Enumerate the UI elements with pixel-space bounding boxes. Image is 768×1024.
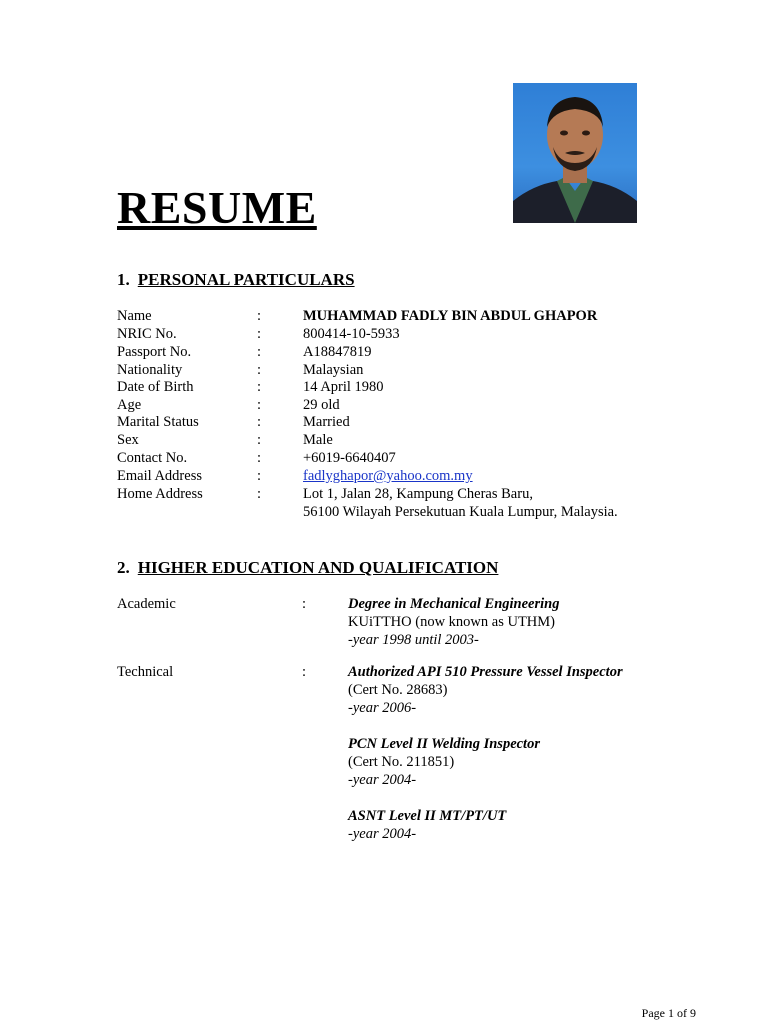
field-label: Home Address <box>117 486 203 502</box>
qualification-year: -year 2004- <box>348 772 417 788</box>
field-value: 29 old <box>303 397 340 413</box>
field-label: Date of Birth <box>117 379 194 395</box>
qualification-detail: KUiTTHO (now known as UTHM) <box>348 614 556 630</box>
qualification-year: -year 1998 until 2003- <box>348 632 479 648</box>
field-separator: : <box>257 379 262 395</box>
field-value: +6019-6640407 <box>303 450 396 466</box>
field-separator: : <box>302 664 307 680</box>
field-label: Sex <box>117 432 139 448</box>
field-value: 800414-10-5933 <box>303 326 400 342</box>
section-title: HIGHER EDUCATION AND QUALIFICATION <box>137 558 499 577</box>
field-separator: : <box>257 308 262 324</box>
field-separator: : <box>257 344 262 360</box>
section-number: 2. <box>117 558 130 577</box>
field-value: 56100 Wilayah Persekutuan Kuala Lumpur, Malaysia. <box>303 504 618 520</box>
field-separator: : <box>302 596 307 612</box>
email-link[interactable]: fadlyghapor@yahoo.com.my <box>303 468 473 484</box>
field-label: Marital Status <box>117 414 199 430</box>
field-label: Age <box>117 397 142 413</box>
field-value: Married <box>303 414 350 430</box>
qualification-detail: (Cert No. 28683) <box>348 682 448 698</box>
field-separator: : <box>257 326 262 342</box>
field-separator: : <box>257 432 262 448</box>
section-heading-education <box>117 557 498 579</box>
qualification-title: ASNT Level II MT/PT/UT <box>348 808 507 824</box>
qualification-year: -year 2006- <box>348 700 417 716</box>
field-label: NRIC No. <box>117 326 177 342</box>
field-separator: : <box>257 450 262 466</box>
section-heading-personal <box>117 269 355 291</box>
field-separator: : <box>257 414 262 430</box>
section-title: PERSONAL PARTICULARS <box>137 270 355 289</box>
page-title: RESUME <box>117 182 317 233</box>
profile-photo <box>513 83 637 223</box>
field-label: Academic <box>117 596 176 612</box>
field-value: Lot 1, Jalan 28, Kampung Cheras Baru, <box>303 486 533 502</box>
field-value: Male <box>303 432 333 448</box>
field-label: Nationality <box>117 362 183 378</box>
field-separator: : <box>257 362 262 378</box>
field-separator: : <box>257 486 262 502</box>
field-label: Passport No. <box>117 344 192 360</box>
field-label: Contact No. <box>117 450 188 466</box>
field-label: Technical <box>117 664 174 680</box>
field-value: Malaysian <box>303 362 364 378</box>
field-value: MUHAMMAD FADLY BIN ABDUL GHAPOR <box>303 308 598 324</box>
qualification-title: Authorized API 510 Pressure Vessel Inspector <box>348 664 623 680</box>
page-number: Page 1 of 9 <box>641 1006 696 1020</box>
section-number: 1. <box>117 270 130 289</box>
field-value: 14 April 1980 <box>303 379 384 395</box>
qualification-title: Degree in Mechanical Engineering <box>348 596 560 612</box>
field-separator: : <box>257 397 262 413</box>
qualification-detail: (Cert No. 211851) <box>348 754 455 770</box>
field-label: Name <box>117 308 152 324</box>
field-label: Email Address <box>117 468 202 484</box>
qualification-year: -year 2004- <box>348 826 417 842</box>
field-value: A18847819 <box>303 344 372 360</box>
field-separator: : <box>257 468 262 484</box>
qualification-title: PCN Level II Welding Inspector <box>348 736 540 752</box>
